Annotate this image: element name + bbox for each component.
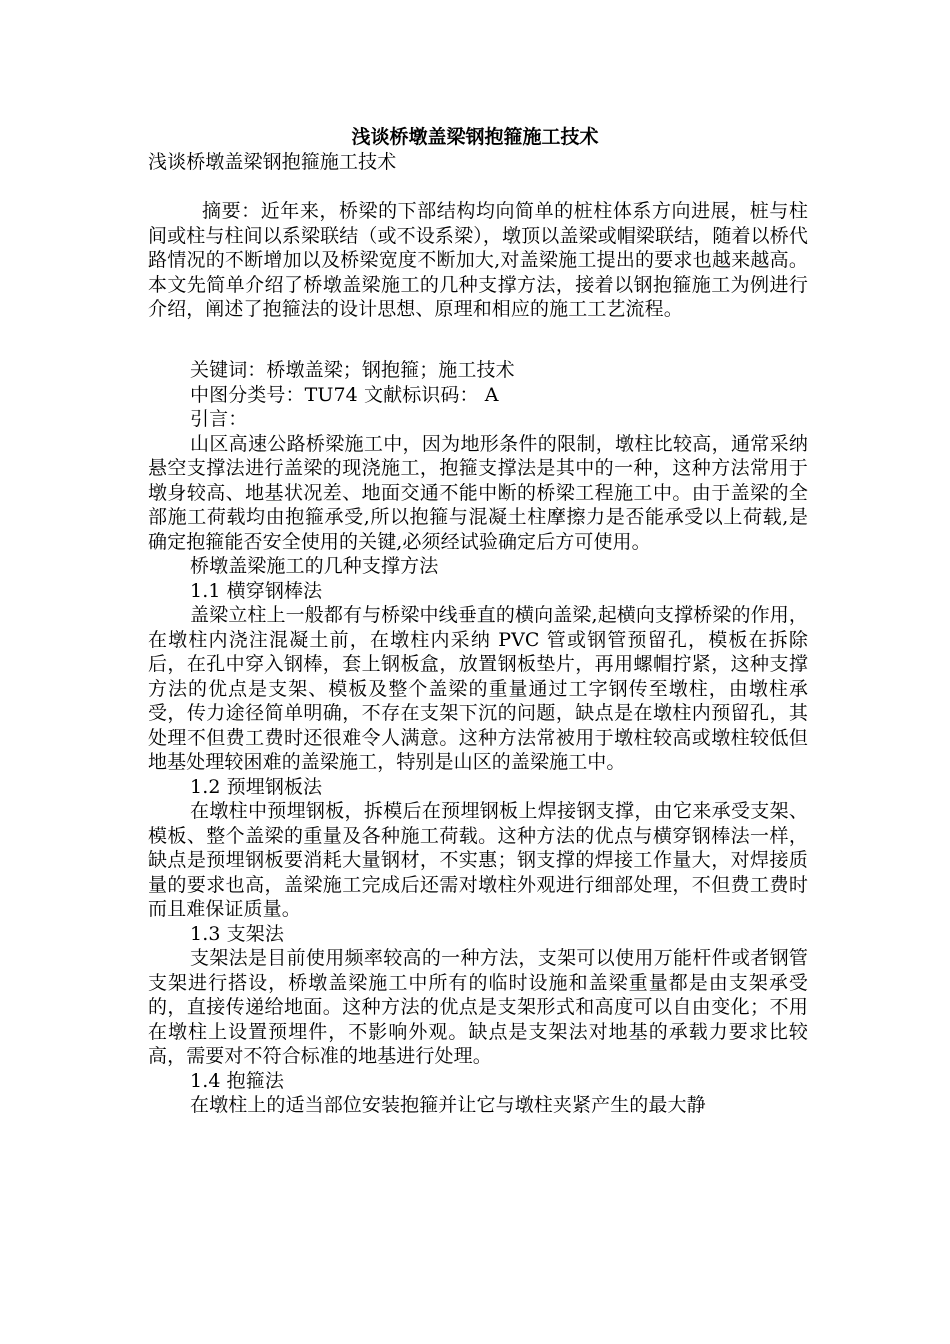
keywords-line: 关键词：桥墩盖梁；钢抱箍；施工技术 [190,359,515,381]
blank-line [148,346,808,358]
subsection-paragraph-1-1: 盖梁立柱上一般都有与桥梁中线垂直的横向盖梁,起横向支撑桥梁的作用，在墩柱内浇注混凝土前，在墩柱内采纳 PVC 管或钢管预留孔，模板在拆除后，在孔中穿入钢棒，套上钢板盒，放置钢板垫片，再用螺帽拧紧，这种支撑方法的优点是支架、模板及整个盖梁的重量通过工字钢传至墩柱，由墩柱承受，传力途径简单明确，不存在支架下沉的问题，缺点是在墩柱内预留孔，其处理不但费工费时还很难令人满意。这种方法常被用于墩柱较高或墩柱较低但地基处理较困难的盖梁施工，特别是山区的盖梁施工中。 [148,604,808,773]
subsection-heading-1-4: 1.4 抱箍法 [190,1069,284,1092]
subsection-paragraph-1-2: 在墩柱中预埋钢板，拆模后在预埋钢板上焊接钢支撑，由它来承受支架、模板、整个盖梁的重量及各种施工荷载。这种方法的优点与横穿钢棒法一样，缺点是预埋钢板要消耗大量钢材，不实惠；钢支撑的焊接工作量大，对焊接质量的要求也高，盖梁施工完成后还需对墩柱外观进行细部处理，不但费工费时而且难保证质量。 [148,800,808,920]
section-heading: 桥墩盖梁施工的几种支撑方法 [190,555,439,577]
classification-line: 中图分类号：TU74 文献标识码： A [190,383,499,406]
subsection-paragraph-1-3: 支架法是目前使用频率较高的一种方法，支架可以使用万能杆件或者钢管支架进行搭设，桥墩盖梁施工中所有的临时设施和盖梁重量都是由支架承受的，直接传递给地面。这种方法的优点是支架形式和高度可以自由变化；不用在墩柱上设置预埋件，不影响外观。缺点是支架法对地基的承载力要求比较高，需要对不符合标准的地基进行处理。 [148,947,808,1067]
document-subtitle: 浅谈桥墩盖梁钢抱箍施工技术 [148,151,397,173]
subsection-paragraph-1-4: 在墩柱上的适当部位安装抱箍并让它与墩柱夹紧产生的最大静 [190,1094,706,1116]
document-body [148,150,808,1118]
subsection-heading-1-1: 1.1 横穿钢棒法 [190,579,323,602]
document-title: 浅谈桥墩盖梁钢抱箍施工技术 [351,126,599,148]
intro-paragraph: 山区高速公路桥梁施工中，因为地形条件的限制，墩柱比较高，通常采纳悬空支撑法进行盖梁的现浇施工，抱箍支撑法是其中的一种，这种方法常用于墩身较高、地基状况差、地面交通不能中断的桥梁工程施工中。由于盖梁的全部施工荷载均由抱箍承受,所以抱箍与混凝土柱摩擦力是否能承受以上荷载,是确定抱箍能否安全使用的关键,必须经试验确定后方可使用。 [148,432,808,553]
intro-heading: 引言： [190,408,248,430]
subsection-heading-1-3: 1.3 支架法 [190,922,284,945]
blank-line [148,175,808,200]
blank-line [148,322,808,347]
abstract-paragraph: 摘要：近年来，桥梁的下部结构均向简单的桩柱体系方向进展，桩与柱间或柱与柱间以系梁联结（或不设系梁），墩顶以盖梁或帽梁联结，随着以桥代路情况的不断增加以及桥梁宽度不断加大,对盖梁施工提出的要求也越来越高。本文先简单介绍了桥墩盖梁施工的几种支撑方法，接着以钢抱箍施工为例进行介绍，阐述了抱箍法的设计思想、原理和相应的施工工艺流程。 [148,200,808,320]
subsection-heading-1-2: 1.2 预埋钢板法 [190,775,323,798]
